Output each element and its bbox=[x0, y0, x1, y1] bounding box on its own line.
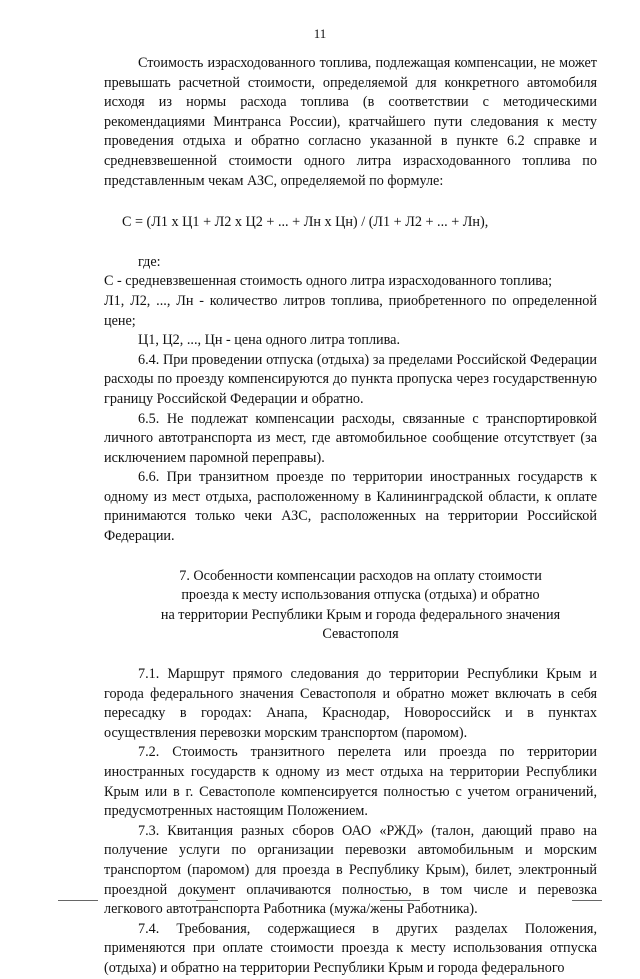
definition-l: Л1, Л2, ..., Лн - количество литров топлива, приобретенного по определенной цене; bbox=[104, 292, 597, 329]
scan-mark bbox=[380, 900, 420, 901]
scan-mark bbox=[572, 900, 602, 901]
paragraph-fuel-cost: Стоимость израсходованного топлива, подлежащая компенсации, не может превышать расчетной стоимости, определяемой для конкретного автомобиля исходя из нормы расхода топлива (в соответствии с методическими рекомендациями Минтранса России), кратчайшего пути следования к месту проведения отдыха и обратно согласно указанной в пункте 6.2 справке и средневзвешенной стоимости одного литра израсходованного топлива по представленным чекам АЗС, определяемой по формуле: bbox=[104, 55, 597, 189]
formula: С = (Л1 х Ц1 + Л2 х Ц2 + ... + Лн х Цн) / (Л1 + Л2 + ... + Лн), bbox=[122, 214, 489, 231]
paragraph-6-6: 6.6. При транзитном проезде по территории иностранных государств к одному из мест отдыха, расположенному в Калининградской области, к оплате принимаются только чеки АЗС, расположенных на территории Российской Федерации. bbox=[104, 469, 597, 545]
definition-ts: Ц1, Ц2, ..., Цн - цена одного литра топлива. bbox=[138, 332, 400, 349]
scan-mark bbox=[58, 900, 98, 901]
page-number: 11 bbox=[313, 26, 327, 41]
section-heading-line: проезда к месту использования отпуска (отдыха) и обратно bbox=[181, 587, 540, 604]
definition-c: С - средневзвешенная стоимость одного литра израсходованного топлива; bbox=[104, 273, 553, 290]
paragraph-7-4: 7.4. Требования, содержащиеся в других разделах Положения, применяются при оплате стоимости проезда к месту использования отпуска (отдыха) и обратно на территории Республики Крым и города федерального bbox=[104, 920, 597, 976]
scan-mark bbox=[196, 900, 218, 901]
where-label: где: bbox=[138, 253, 161, 270]
document-body bbox=[104, 54, 597, 979]
section-heading-line: Севастополя bbox=[322, 626, 399, 643]
section-7-heading bbox=[104, 567, 597, 645]
section-heading-line: 7. Особенности компенсации расходов на оплату стоимости bbox=[179, 567, 542, 584]
paragraph-6-4: 6.4. При проведении отпуска (отдыха) за пределами Российской Федерации расходы по проезду компенсируются до пункта пропуска через государственную границу Российской Федерации и обратно. bbox=[104, 351, 597, 407]
section-heading-line: на территории Республики Крым и города федерального значения bbox=[160, 606, 561, 623]
paragraph-7-1: 7.1. Маршрут прямого следования до территории Республики Крым и города федерального значения Севастополя и обратно может включать в себя пересадку в городах: Анапа, Краснодар, Новороссийск и в пунктах осуществления перевозки морским транспортом (паромом). bbox=[104, 666, 597, 741]
paragraph-6-5: 6.5. Не подлежат компенсации расходы, связанные с транспортировкой личного автотранспорта из мест, где автомобильное сообщение отсутствует (за исключением паромной переправы). bbox=[104, 410, 597, 466]
paragraph-7-3: 7.3. Квитанция разных сборов ОАО «РЖД» (талон, дающий право на получение услуги по организации перевозки автомобильным и морским транспортом (паромом) для проезда в Республику Крым), билет, электронный проездной документ оплачиваются полностью, в том числе и перевозка легкового автотранспорта Работника (мужа/жены Работника). bbox=[104, 822, 597, 918]
scan-edge-marks bbox=[0, 899, 640, 901]
paragraph-7-2: 7.2. Стоимость транзитного перелета или проезда по территории иностранных государств к одному из мест отдыха на территории Республики Крым или в г. Севастополе компенсируется полностью с учетом ограничений, предусмотренных настоящим Положением. bbox=[104, 744, 597, 820]
